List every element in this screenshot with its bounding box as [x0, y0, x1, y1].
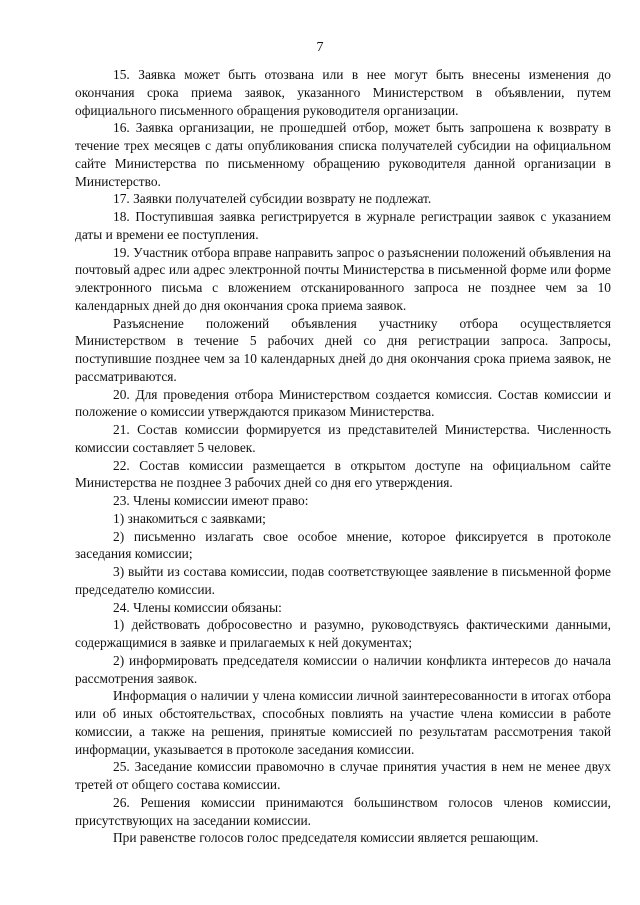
paragraph-15: 15. Заявка может быть отозвана или в нее могут быть внесены изменения до окончания срока приема заявок, указанного Министерством в объявлении, путем официального письменного обращения руководителя организации. [75, 67, 611, 118]
paragraph-24: 24. Члены комиссии обязаны: [113, 599, 282, 615]
paragraph-24-item-1: 1) действовать добросовестно и разумно, руководствуясь фактическими данными, содержащимися в заявке и прилагаемых к ней документах; [75, 617, 611, 650]
paragraph-22: 22. Состав комиссии размещается в открытом доступе на официальном сайте Министерства не позднее 3 рабочих дней со дня его утверждения. [75, 457, 611, 491]
paragraph-26-tie-rule: При равенстве голосов голос председателя комиссии является решающим. [113, 830, 539, 846]
paragraph-17: 17. Заявки получателей субсидии возврату не подлежат. [113, 191, 432, 207]
paragraph-20: 20. Для проведения отбора Министерством создается комиссия. Состав комиссии и положение о комиссии утверждаются приказом Министерства. [75, 386, 611, 420]
document-body [75, 66, 611, 847]
paragraph-18: 18. Поступившая заявка регистрируется в журнале регистрации заявок с указанием даты и времени ее поступления. [75, 209, 611, 242]
paragraph-24-information: Информация о наличии у члена комиссии личной заинтересованности в итогах отбора или об иных обстоятельствах, способных повлиять на участие члена комиссии в работе комиссии, а также на решения, принятые комиссией по результатам рассмотрения такой информации, указывается в протоколе заседания комиссии. [75, 688, 611, 757]
paragraph-16: 16. Заявка организации, не прошедшей отбор, может быть запрошена к возврату в течение трех месяцев с даты опубликования списка получателей субсидии на официальном сайте Министерства по письменному обращению руководителя данной организации в Министерство. [75, 120, 611, 189]
paragraph-23-item-3: 3) выйти из состава комиссии, подав соответствующее заявление в письменной форме председателю комиссии. [75, 564, 611, 597]
paragraph-19-clarification: Разъяснение положений объявления участнику отбора осуществляется Министерством в течение 5 рабочих дней со дня регистрации запроса. Запросы, поступившие позднее чем за 10 календарных дней до дня окончания срока приема заявок, не рассматриваются. [75, 315, 611, 384]
paragraph-25: 25. Заседание комиссии правомочно в случае принятия участия в нем не менее двух третей от общего состава комиссии. [75, 759, 611, 792]
paragraph-26: 26. Решения комиссии принимаются большинством голосов членов комиссии, присутствующих на заседании комиссии. [75, 794, 611, 828]
paragraph-19: 19. Участник отбора вправе направить запрос о разъяснении положений объявления на почтовый адрес или адрес электронной почты Министерства в письменной форме или форме электронного письма с вложением отсканированного запроса не позднее чем за 10 календарных дней до дня окончания срока приема заявок. [75, 244, 611, 313]
page-number: 7 [316, 40, 324, 55]
paragraph-23-item-2: 2) письменно излагать свое особое мнение, которое фиксируется в протоколе заседания комиссии; [75, 528, 611, 562]
paragraph-23-item-1: 1) знакомиться с заявками; [113, 510, 266, 526]
paragraph-23: 23. Члены комиссии имеют право: [113, 493, 309, 508]
paragraph-21: 21. Состав комиссии формируется из представителей Министерства. Численность комиссии составляет 5 человек. [75, 422, 611, 455]
paragraph-24-item-2: 2) информировать председателя комиссии о наличии конфликта интересов до начала рассмотрения заявок. [75, 652, 611, 686]
